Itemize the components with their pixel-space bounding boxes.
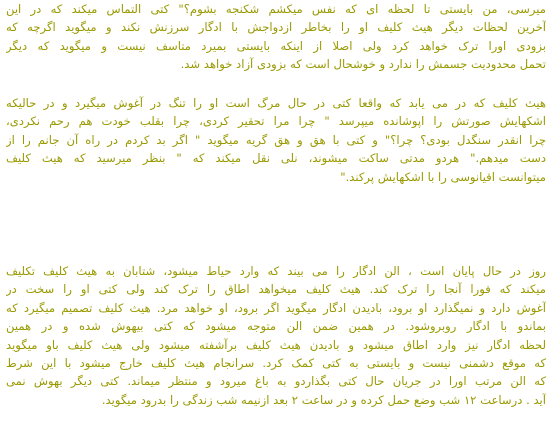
paragraph-2 [6,94,546,186]
paragraph-1 [6,0,546,74]
paragraph-3-line-6: که موقع دشمنی نیست و بایستی به کتی کمک کرد. سرانجام هیث کلیف خارج میشود با این شرط [6,355,546,370]
paragraph-2-line-1: هیث کلیف که در می یابد که واقعا کتی در حال مرگ است او را تنگ در آغوش میگیرد و در حالیکه [6,96,546,110]
paragraph-3-line-7: که الن مرتب اورا در جریان حال کتی بگذاردو به باغ میرود و منتظر میماند. کتی دیگر بهوش نمی [6,374,546,389]
paragraph-3-line-3: آغوش دارد و نمیگذارد او برود، بادیدن ادگار میگوید اگر برود، او خواهد مرد. هیث کلیف تصمیم میگیرد که [6,300,546,315]
paragraph-1-line-1: میرسی، من بایستی تا لحظه ای که نفس میکشم شکنجه بشوم؟" کتی التماس میکند که در این [6,2,546,16]
paragraph-1-line-2: آخرین لحظات دیگر هیث کلیف او را بخاطر ازدواجش با ادگار سرزنش نکند و میگوید اگرچه که [6,20,546,35]
paragraph-3-line-1: روز در حال پایان است ، الن ادگار را می بیند که وارد حیاط میشود، شتابان به هیث کلیف تکلیف [6,264,546,278]
paragraph-3 [6,262,546,409]
paragraph-3-line-5: لحظه ادگار نیز وارد اطاق میشود و بادیدن هیث کلیف برآشفته میشود ولی هیث کلیف باو میگوید [6,337,546,352]
paragraph-3-line-2: میکند که فورا آنجا را ترک کند. هیث کلیف میخواهد اطاق را ترک کند ولی کتی او را سخت در [6,282,546,297]
paragraph-2-line-4: دست میدهم." هردو مدتی ساکت میشوند، نلی نقل میکند که " بنظر میرسید که هیث کلیف [6,151,546,166]
paragraph-3-line-4: بماندو با ادگار روبروشود. در همین ضمن الن متوجه میشود که کتی بیهوش شده و در همین [6,319,546,334]
paragraph-2-line-5: میتوانست اقیانوسی را با اشکهایش پرکند." [340,169,546,184]
paragraph-2-line-2: اشکهایش صورتش را اپوشانده میپرسد " چرا مرا تحقیر کردی، چرا بقلب خودت هم رحم نکردی، [6,114,546,129]
paragraph-2-line-3: چرا انقدر سنگدل بودی؟ چرا؟" و کتی با هق و هق گریه میگوید " اگر بد کردم در راه آن جانم را از [6,132,546,147]
paragraph-1-line-4: تحمل محدودیت جسمش را ندارد و خوشحال است که بزودی آزاد خواهد شد. [180,57,546,72]
paragraph-3-line-8: آید . درساعت ۱۲ شب وضع حمل کرده و در ساعت ۲ بعد ازنیمه شب زندگی را بدرود میگوید. [101,392,546,407]
paragraph-1-line-3: بزودی اورا ترک خواهد کرد ولی اصلا از اینکه بایستی بمیرد متاسف نیست و میگوید که دیگر [6,38,546,53]
